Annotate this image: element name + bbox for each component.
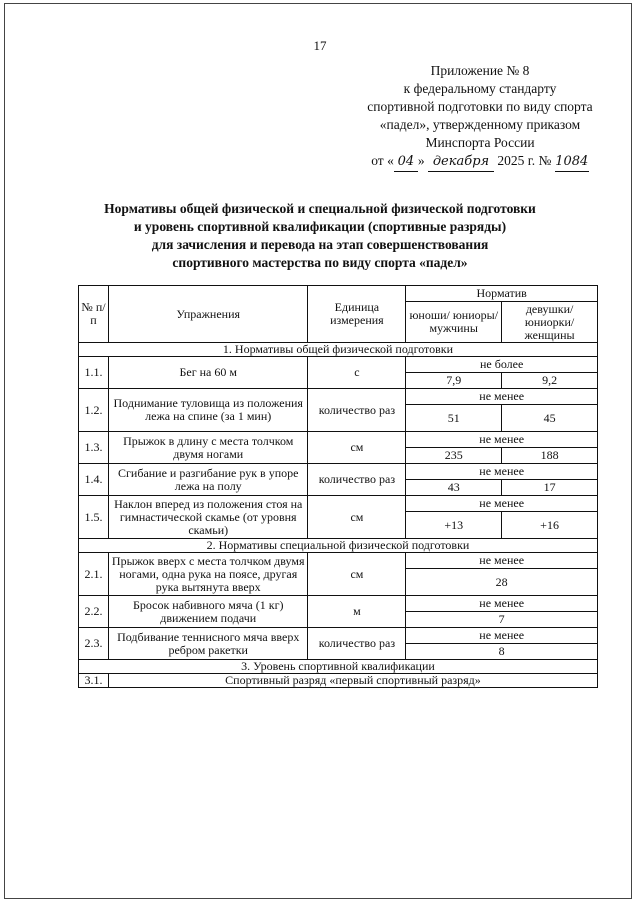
appendix-line-4: «падел», утвержденному приказом: [379, 117, 581, 132]
row-unit: см: [308, 432, 406, 464]
section-row: [79, 660, 598, 674]
table-row: [79, 496, 598, 512]
row-unit: количество раз: [308, 389, 406, 432]
date-mid: »: [417, 153, 425, 168]
date-prefix: от «: [371, 153, 394, 168]
header-num: № п/п: [79, 286, 109, 343]
row-value: 28: [406, 569, 598, 596]
appendix-date-line: [340, 152, 620, 172]
row-boys-value: 51: [406, 405, 502, 432]
header-exercise: Упражнения: [108, 286, 308, 343]
document-title: [60, 200, 580, 272]
row-num: 1.4.: [79, 464, 109, 496]
row-unit: см: [308, 553, 406, 596]
row-girls-value: 45: [502, 405, 598, 432]
date-month: декабря: [428, 153, 494, 172]
row-num: 3.1.: [79, 674, 109, 688]
appendix-block: [340, 62, 620, 172]
section-row: [79, 343, 598, 357]
table-row: [79, 464, 598, 480]
row-unit: количество раз: [308, 628, 406, 660]
row-exercise: Бросок набивного мяча (1 кг) движением подачи: [108, 596, 308, 628]
table-row: [79, 553, 598, 569]
row-boys-value: +13: [406, 512, 502, 539]
table-header-row: [79, 286, 598, 302]
row-num: 1.5.: [79, 496, 109, 539]
table-row: [79, 596, 598, 612]
table-row: [79, 432, 598, 448]
row-num: 1.2.: [79, 389, 109, 432]
row-exercise: Спортивный разряд «первый спортивный разряд»: [108, 674, 597, 688]
title-line-4: спортивного мастерства по виду спорта «падел»: [172, 255, 468, 270]
title-line-1: Нормативы общей физической и специальной физической подготовки: [104, 201, 536, 216]
row-condition: не менее: [406, 596, 598, 612]
row-exercise: Прыжок вверх с места толчком двумя ногами, одна рука на поясе, другая рука вытянута вверх: [108, 553, 308, 596]
appendix-line-1: Приложение № 8: [430, 63, 530, 78]
row-exercise: Поднимание туловища из положения лежа на спине (за 1 мин): [108, 389, 308, 432]
section-2-title: 2. Нормативы специальной физической подготовки: [79, 539, 598, 553]
table-row: [79, 357, 598, 373]
appendix-line-5: Минспорта России: [425, 135, 535, 150]
row-boys-value: 7,9: [406, 373, 502, 389]
header-boys: юноши/ юниоры/ мужчины: [406, 302, 502, 343]
row-condition: не менее: [406, 553, 598, 569]
date-day: 04: [394, 153, 418, 172]
row-condition: не менее: [406, 628, 598, 644]
row-value: 8: [406, 644, 598, 660]
row-boys-value: 235: [406, 448, 502, 464]
date-year: 2025 г. №: [497, 153, 552, 168]
row-unit: м: [308, 596, 406, 628]
row-exercise: Подбивание теннисного мяча вверх ребром ракетки: [108, 628, 308, 660]
row-boys-value: 43: [406, 480, 502, 496]
row-condition: не менее: [406, 464, 598, 480]
row-exercise: Наклон вперед из положения стоя на гимнастической скамье (от уровня скамьи): [108, 496, 308, 539]
row-condition: не более: [406, 357, 598, 373]
section-1-title: 1. Нормативы общей физической подготовки: [79, 343, 598, 357]
row-girls-value: +16: [502, 512, 598, 539]
row-exercise: Сгибание и разгибание рук в упоре лежа на полу: [108, 464, 308, 496]
row-num: 1.3.: [79, 432, 109, 464]
row-num: 2.2.: [79, 596, 109, 628]
row-condition: не менее: [406, 432, 598, 448]
row-value: 7: [406, 612, 598, 628]
row-num: 2.3.: [79, 628, 109, 660]
row-unit: см: [308, 496, 406, 539]
row-exercise: Прыжок в длину с места толчком двумя ногами: [108, 432, 308, 464]
title-line-2: и уровень спортивной квалификации (спортивные разряды): [133, 219, 507, 234]
row-condition: не менее: [406, 389, 598, 405]
table-row: [79, 389, 598, 405]
row-exercise: Бег на 60 м: [108, 357, 308, 389]
page-number: 17: [313, 38, 327, 53]
appendix-line-3: спортивной подготовки по виду спорта: [367, 99, 593, 114]
header-norm: Норматив: [406, 286, 598, 302]
norms-table: [78, 285, 598, 688]
section-3-title: 3. Уровень спортивной квалификации: [79, 660, 598, 674]
row-unit: с: [308, 357, 406, 389]
row-num: 2.1.: [79, 553, 109, 596]
header-unit: Единица измерения: [308, 286, 406, 343]
row-girls-value: 9,2: [502, 373, 598, 389]
row-girls-value: 17: [502, 480, 598, 496]
header-girls: девушки/ юниорки/ женщины: [502, 302, 598, 343]
order-number: 1084: [555, 153, 589, 172]
row-unit: количество раз: [308, 464, 406, 496]
table-row: [79, 674, 598, 688]
row-condition: не менее: [406, 496, 598, 512]
table-row: [79, 628, 598, 644]
row-num: 1.1.: [79, 357, 109, 389]
row-girls-value: 188: [502, 448, 598, 464]
title-line-3: для зачисления и перевода на этап совершенствования: [151, 237, 489, 252]
appendix-line-2: к федеральному стандарту: [403, 81, 557, 96]
section-row: [79, 539, 598, 553]
